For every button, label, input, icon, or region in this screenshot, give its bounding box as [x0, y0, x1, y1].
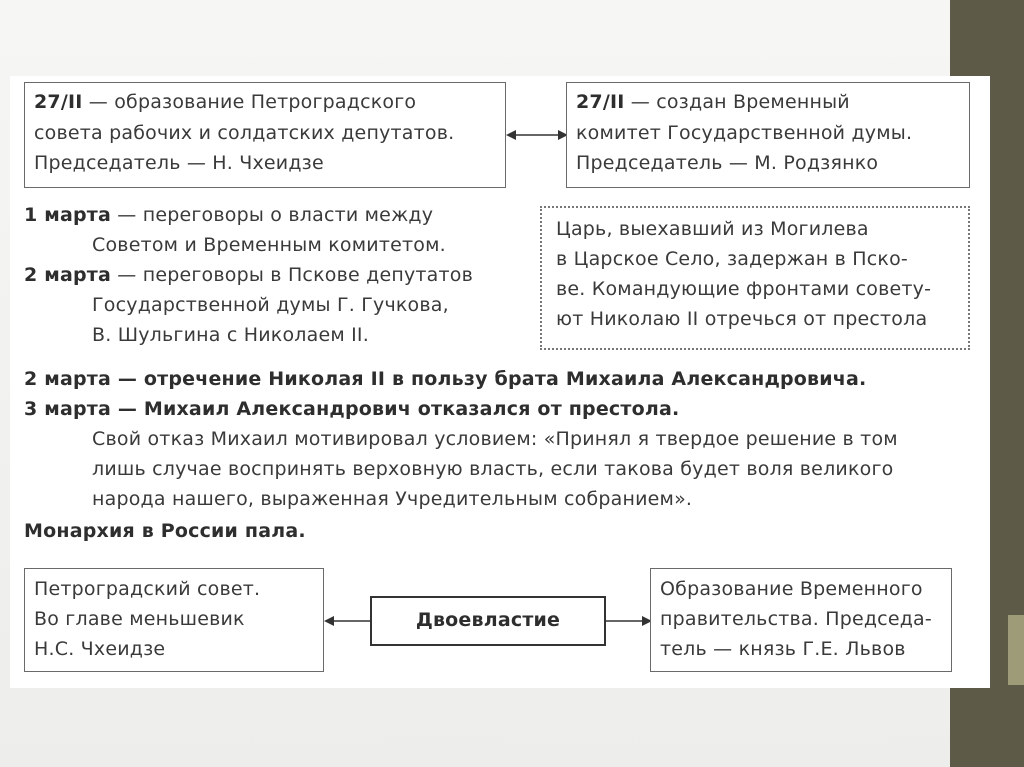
date-label: 27/II — [34, 91, 83, 113]
quote-line1: Свой отказ Михаил мотивировал условием: «Принял я твердое решение в том — [92, 428, 898, 450]
quote-line3: народа нашего, выраженная Учредительным собранием». — [92, 488, 693, 510]
tsar-note-line4: ют Николаю II отречься от престола — [556, 308, 928, 330]
march2-event: 2 марта — переговоры в Пскове депутатов — [24, 264, 473, 286]
tsar-note-line1: Царь, выехавший из Могилева — [556, 218, 869, 240]
tsar-note-line2: в Царское Село, задержан в Пско- — [556, 248, 908, 270]
march1-event: 1 марта — переговоры о власти между — [24, 204, 434, 226]
dual-power-label: Двоевластие — [415, 609, 561, 631]
diagram-panel — [10, 76, 990, 688]
petrograd-soviet-line1: 27/II — образование Петроградского — [34, 91, 417, 113]
arrow-right — [606, 614, 652, 628]
bottom-right-line3: тель — князь Г.Е. Львов — [660, 638, 906, 660]
bottom-left-line1: Петроградский совет. — [34, 578, 261, 600]
bottom-right-line2: правительства. Председа- — [660, 608, 932, 630]
provisional-committee-line2: комитет Государственной думы. — [576, 122, 913, 144]
bottom-right-line1: Образование Временного — [660, 578, 923, 600]
abdication-line2: 3 марта — Михаил Александрович отказался от престола. — [24, 398, 680, 420]
arrow-left — [324, 614, 372, 628]
double-arrow-top — [506, 128, 568, 142]
decorative-accent-strip — [1008, 615, 1024, 685]
date-label: 2 марта — [24, 264, 112, 286]
march2-event-cont2: В. Шульгина с Николаем II. — [92, 324, 369, 346]
bottom-left-line2: Во главе меньшевик — [34, 608, 245, 630]
date-label: 27/II — [576, 91, 625, 113]
provisional-committee-line1: 27/II — создан Временный — [576, 91, 850, 113]
petrograd-soviet-line3: Председатель — Н. Чхеидзе — [34, 152, 324, 174]
quote-line2: лишь случае воспринять верховную власть, если такова будет воля великого — [92, 458, 894, 480]
bottom-left-line3: Н.С. Чхеидзе — [34, 638, 166, 660]
march2-event-cont1: Государственной думы Г. Гучкова, — [92, 294, 449, 316]
abdication-line1: 2 марта — отречение Николая II в пользу брата Михаила Александровича. — [24, 368, 867, 390]
monarchy-fell: Монархия в России пала. — [24, 520, 306, 542]
provisional-committee-line3: Председатель — М. Родзянко — [576, 152, 879, 174]
tsar-note-line3: ве. Командующие фронтами совету- — [556, 278, 932, 300]
date-label: 1 марта — [24, 204, 112, 226]
petrograd-soviet-line2: совета рабочих и солдатских депутатов. — [34, 122, 455, 144]
march1-event-cont: Советом и Временным комитетом. — [92, 234, 446, 256]
